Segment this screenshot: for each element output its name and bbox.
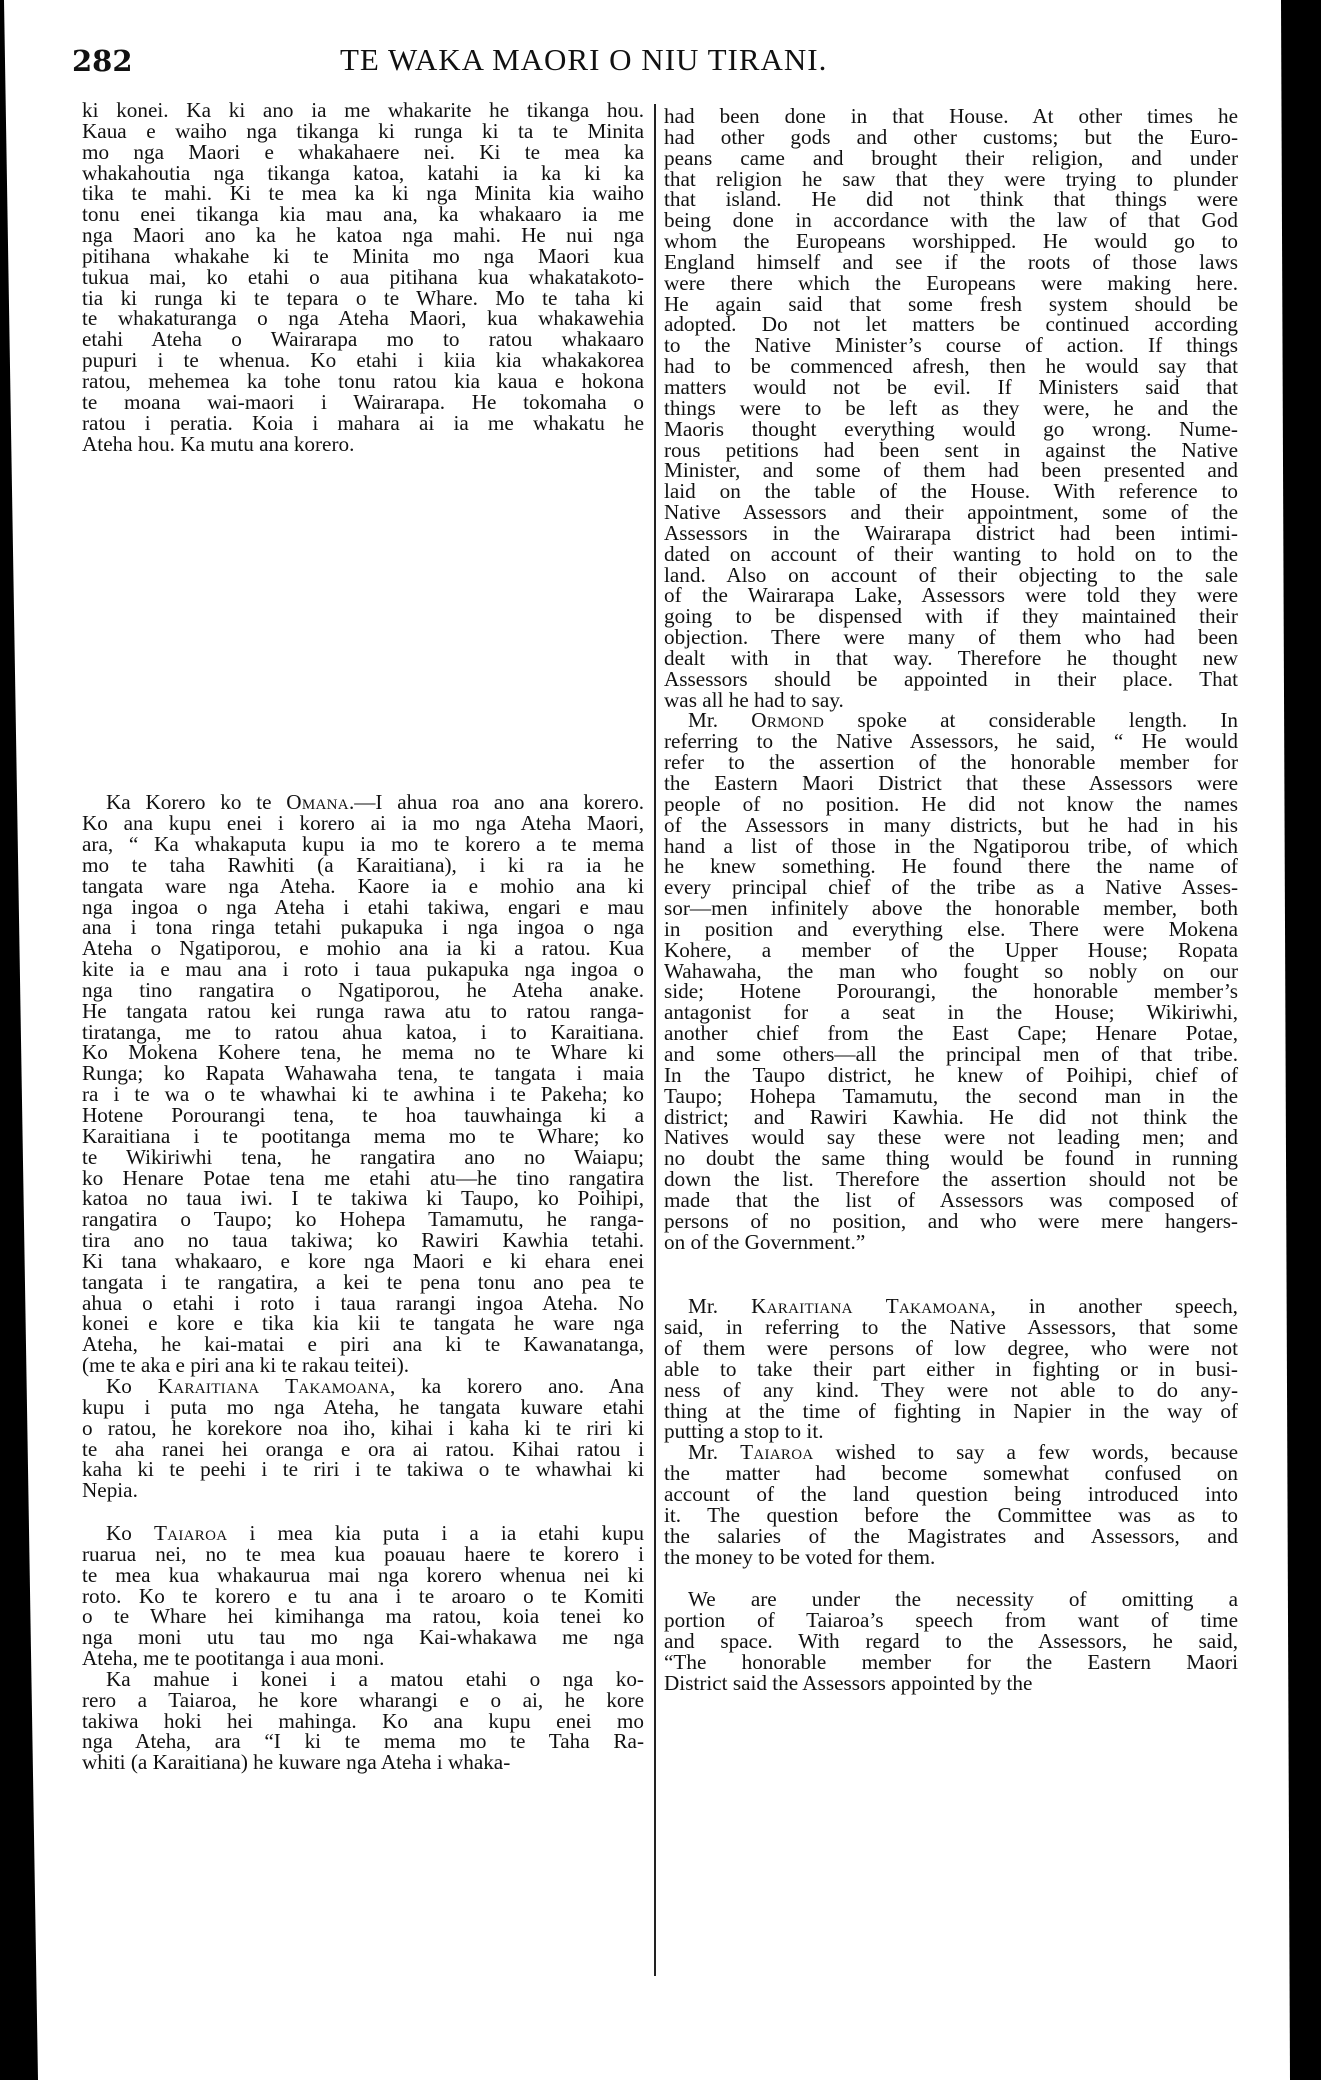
text-line: Kaua e waiho nga tikanga ki runga ki ta te Minita xyxy=(82,118,644,143)
text-line: Ateha o Ngatiporou, e mohio ana ia ki a ratou. Kua xyxy=(82,936,644,961)
speaker-name: Karaitiana Takamoana xyxy=(157,1373,390,1398)
text-line: had been done in that House. At other times he xyxy=(664,104,1238,128)
text-line: portion of Taiaroa’s speech from want of time xyxy=(664,1608,1238,1633)
text-line: side; Hotene Porourangi, the honorable member’s xyxy=(664,979,1238,1004)
paragraph-taiaroa-speech xyxy=(82,1523,644,1669)
page-number: 282 xyxy=(72,44,133,78)
text-line xyxy=(82,1523,644,1544)
text-line: that religion he saw that they were trying to plunder xyxy=(664,166,1238,191)
text-line: Hotene Porourangi tena, te hoa tauwhainga ki a xyxy=(82,1103,644,1127)
text-line: ara, “ Ka whakaputa kupu ia mo te korero a te mema xyxy=(82,832,644,857)
text-line: ki konei. Ka ki ano ia me whakarite he tikanga hou. xyxy=(82,98,644,122)
column-rule xyxy=(654,104,656,1976)
text-line: rero a Taiaroa, he kore wharangi e o ai, he kore xyxy=(82,1687,644,1712)
text-line: Native Assessors and their appointment, some of the xyxy=(664,500,1238,525)
text-line: persons of no position, and who were mere hangers- xyxy=(664,1208,1238,1233)
text-line: tukua mai, ko etahi o aua pitihana kua whakatakoto- xyxy=(82,264,644,289)
text-line: had other gods and other customs; but the Euro- xyxy=(664,124,1238,149)
text-line: whakahoutia nga tikanga katoa, katahi ia ka ki ka xyxy=(82,160,644,185)
speaker-name: Taiaroa xyxy=(740,1440,814,1465)
text-line: district; and Rawiri Kawhia. He did not think the xyxy=(664,1104,1238,1129)
text-line: the Eastern Maori District that these Assessors were xyxy=(664,771,1238,795)
text-line: He tangata ratou kei runga rawa atu to ratou ranga- xyxy=(82,998,644,1023)
line-lead: Ko xyxy=(106,1373,158,1398)
text-line: Ka mahue i konei i a matou etahi o nga ko- xyxy=(106,1666,644,1691)
text-line: were there which the Europeans were making here. xyxy=(664,270,1238,295)
text-line: te mea kua whakaurua mai nga korero whenua nei ki xyxy=(82,1562,644,1587)
text-line: he knew something. He found there the name of xyxy=(664,854,1238,879)
text-line: Assessors should be appointed in their place. That xyxy=(664,666,1238,691)
paragraph-ormond-speech xyxy=(664,710,1238,1252)
text-line: tonu enei tikanga kia mau ana, ka whakaaro ia me xyxy=(82,202,644,227)
text-line: no doubt the same thing would be found in running xyxy=(664,1146,1238,1171)
text-line: being done in accordance with the law of that God xyxy=(664,208,1238,233)
text-line: dated on account of their wanting to hold on to the xyxy=(664,541,1238,566)
text-line: Karaitiana i te pootitanga mema mo te Whare; ko xyxy=(82,1123,644,1148)
text-line: the salaries of the Magistrates and Assessors, and xyxy=(664,1523,1238,1548)
text-line: was all he had to say. xyxy=(664,687,844,712)
text-line: “The honorable member for the Eastern Maori xyxy=(664,1649,1238,1674)
text-line: kite ia e mau ana i roto i taua pukapuka nga ingoa o xyxy=(82,957,644,982)
text-line: rangatira o Taupo; ko Hohepa Tamamutu, he ranga- xyxy=(82,1207,644,1232)
text-line xyxy=(664,1296,1238,1317)
text-line: the money to be voted for them. xyxy=(664,1544,936,1569)
text-line: He again said that some fresh system should be xyxy=(664,291,1238,316)
running-title: TE WAKA MAORI O NIU TIRANI. xyxy=(340,42,828,77)
text-line: Wahawaha, the man who fought so nobly on our xyxy=(664,958,1238,983)
column-gap xyxy=(664,1567,1238,1589)
text-line: Ateha hou. Ka mutu ana korero. xyxy=(82,431,355,456)
text-line: Ateha, he kai-matai e piri ana ki te Kawanatanga, xyxy=(82,1332,644,1357)
text-line: tangata i te rangatira, a kei te pena tonu ano pea te xyxy=(82,1269,644,1294)
speaker-name: Taiaroa xyxy=(154,1521,228,1546)
text-line: ruarua nei, no te mea kua poauau haere te korero i xyxy=(82,1541,644,1566)
text-line: ratou, mehemea ka tohe tonu ratou kia kaua e hokona xyxy=(82,368,644,393)
text-line: another chief from the East Cape; Henare Potae, xyxy=(664,1021,1238,1046)
text-line: said, in referring to the Native Assessors, that some xyxy=(664,1315,1238,1340)
text-line: putting a stop to it. xyxy=(664,1419,824,1444)
text-line: ko Henare Potae tena me etahi atu—he tino rangatira xyxy=(82,1165,644,1190)
scan-border-right xyxy=(1279,0,1321,2080)
paragraph-omission-note xyxy=(664,1589,1238,1693)
text-line: antagonist for a seat in the House; Wikiriwhi, xyxy=(664,1000,1238,1025)
text-line: Minister, and some of them had been presented and xyxy=(664,458,1238,483)
text-line: mo te taha Rawhiti (a Karaitiana), i ki ra ia he xyxy=(82,852,644,877)
column-gap xyxy=(664,1252,1238,1296)
text-line: Taupo; Hohepa Tamamutu, the second man in the xyxy=(664,1083,1238,1108)
text-line: te Wikiriwhi tena, he rangatira ano no Waiapu; xyxy=(82,1144,644,1169)
text-line: nga Ateha, ara “I ki te mema mo te Taha Ra- xyxy=(82,1729,644,1754)
text-line: whiti (a Karaitiana) he kuware nga Ateha i whaka- xyxy=(82,1750,511,1775)
text-line xyxy=(664,710,1238,731)
text-line: thing at the time of fighting in Napier in the way of xyxy=(664,1398,1238,1423)
text-line: pupuri i te whenua. Ko etahi i kiia kia whakakorea xyxy=(82,348,644,373)
text-line: te moana wai-maori i Wairarapa. He tokomaha o xyxy=(82,389,644,414)
text-line: able to take their part either in fighting or in busi- xyxy=(664,1356,1238,1381)
right-column xyxy=(664,106,1238,1694)
text-line: had to be commenced afresh, then he would say that xyxy=(664,354,1238,379)
text-line: tika te mahi. Ki te mea ka ki nga Minita kia waiho xyxy=(82,181,644,206)
text-line: tira ano no taua takiwa; ko Rawiri Kawhia tetahi. xyxy=(82,1228,644,1253)
text-line: konei e kore e tika kia kii te tangata he ware nga xyxy=(82,1311,644,1336)
text-line: (me te aka e piri ana ki te rakau teitei). xyxy=(82,1353,410,1378)
text-line: pitihana whakahe ki te Minita mo nga Maori kua xyxy=(82,243,644,268)
text-line: the matter had become somewhat confused on xyxy=(664,1461,1238,1486)
text-line: nga Maori ano ka he katoa nga mahi. He nui nga xyxy=(82,223,644,248)
text-line: dealt with in that way. Therefore he thought new xyxy=(664,645,1238,670)
text-line: Kohere, a member of the Upper House; Ropata xyxy=(664,937,1238,962)
line-lead: Ko xyxy=(106,1521,154,1546)
text-line xyxy=(82,1373,644,1398)
line-rest: , ka korero ano. Ana xyxy=(389,1373,644,1398)
text-line: roto. Ko te korero e tu ana i te aroaro o te Komiti xyxy=(82,1583,644,1608)
text-line: made that the list of Assessors was composed of xyxy=(664,1187,1238,1212)
text-line xyxy=(664,1442,1238,1463)
text-line: Ki tana whakaaro, e kore nga Maori e ki ehara enei xyxy=(82,1248,644,1273)
text-line: and some others—all the principal men of that tribe. xyxy=(664,1041,1238,1066)
text-line: laid on the table of the House. With reference to xyxy=(664,479,1238,504)
paragraph-omission-note-maori xyxy=(82,1666,644,1775)
text-line: in position and everything else. There were Mokena xyxy=(664,916,1238,941)
text-line: land. Also on account of their objecting to the sale xyxy=(664,562,1238,587)
text-line: kupu i puta mo nga Ateha, he tangata kuware etahi xyxy=(82,1394,644,1419)
paragraph-house-speech xyxy=(664,106,1238,710)
text-line: of them were persons of low degree, who were not xyxy=(664,1336,1238,1361)
text-line: Ko ana kupu enei i korero ai ia mo nga Ateha Maori, xyxy=(82,811,644,836)
text-line: objection. There were many of them who had been xyxy=(664,625,1238,650)
text-line: Natives would say these were not leading men; and xyxy=(664,1125,1238,1150)
line-rest: , in another speech, xyxy=(990,1294,1238,1319)
text-line: tiratanga, me to ratou ahua katoa, i to Karaitiana. xyxy=(82,1019,644,1044)
text-line: sor—men infinitely above the honorable member, both xyxy=(664,896,1238,921)
text-line: Assessors in the Wairarapa district had been intimi- xyxy=(664,520,1238,545)
text-line: te whakaturanga o nga Ateha Maori, kua whakawehia xyxy=(82,306,644,331)
scan-border-left xyxy=(0,0,40,2080)
text-line: people of no position. He did not know the names xyxy=(664,791,1238,816)
left-column xyxy=(82,100,644,1773)
line-lead: Ka Korero ko te xyxy=(106,790,287,815)
text-line: England himself and see if the roots of those laws xyxy=(664,249,1238,274)
text-line: District said the Assessors appointed by the xyxy=(664,1670,1033,1695)
paragraph-policy xyxy=(82,100,644,454)
text-line: rous petitions had been sent in against the Native xyxy=(664,437,1238,462)
text-line: that island. He did not think that things were xyxy=(664,187,1238,212)
line-rest: wished to say a few words, because xyxy=(813,1440,1238,1465)
speaker-name: Ormond xyxy=(751,708,825,733)
text-line: peans came and brought their religion, and under xyxy=(664,145,1238,170)
line-rest: spoke at considerable length. In xyxy=(824,708,1238,733)
line-lead: Mr. xyxy=(688,1440,741,1465)
text-line: refer to the assertion of the honorable member for xyxy=(664,750,1238,775)
text-line: te aha ranei hei oranga e ora ai ratou. Kihai ratou i xyxy=(82,1436,644,1461)
text-line: Ko Mokena Kohere tena, he mema no te Whare ki xyxy=(82,1040,644,1065)
text-line: going to be dispensed with if they maintained their xyxy=(664,604,1238,629)
text-line: ra i te wa o te whawhai ki te awhina i te Pakeha; ko xyxy=(82,1082,644,1107)
text-line: kaha ki te peehi i te riri i te takiwa o te whawhai ki xyxy=(82,1457,644,1482)
column-gap xyxy=(82,1501,644,1523)
line-lead: Mr. xyxy=(688,708,752,733)
text-line: takiwa hoki hei mahinga. Ko ana kupu enei mo xyxy=(82,1708,644,1733)
column-gap xyxy=(82,454,644,792)
line-lead: Mr. xyxy=(688,1294,752,1319)
text-line: it. The question before the Committee was as to xyxy=(664,1502,1238,1527)
text-line: etahi Ateha o Wairarapa mo to ratou whakaaro xyxy=(82,327,644,352)
text-line: ana i tona ringa tetahi pukapuka i nga ingoa o nga xyxy=(82,915,644,940)
text-line: nga ingoa o nga Ateha i etahi takiwa, engari e mau xyxy=(82,894,644,919)
text-line: of the Wairarapa Lake, Assessors were told they were xyxy=(664,583,1238,608)
text-line: o te Whare hei kimihanga ma ratou, koia tenei ko xyxy=(82,1604,644,1629)
paragraph-karaitiana-speech-en xyxy=(664,1296,1238,1442)
text-line: matters would not be evil. If Ministers said that xyxy=(664,374,1238,399)
text-line: of the Assessors in many districts, but he had in his xyxy=(664,812,1238,837)
text-line: Ateha, me te pootitanga i aua moni. xyxy=(82,1646,385,1671)
text-line: Runga; ko Rapata Wahawaha tena, te tangata i maia xyxy=(82,1061,644,1086)
text-line: things were to be left as they were, he and the xyxy=(664,395,1238,420)
text-line: hand a list of those in the Ngatiporou tribe, of which xyxy=(664,833,1238,858)
text-line: whom the Europeans worshipped. He would go to xyxy=(664,229,1238,254)
text-line: referring to the Native Assessors, he said, “ He would xyxy=(664,729,1238,754)
paragraph-taiaroa-speech-en xyxy=(664,1442,1238,1567)
text-line: ahua o etahi i roto i taua rarangi ingoa Ateha. No xyxy=(82,1290,644,1315)
text-line: Nepia. xyxy=(82,1478,138,1503)
paragraph-karaitiana-speech xyxy=(82,1373,644,1503)
text-line: In the Taupo district, he knew of Poihipi, chief of xyxy=(664,1062,1238,1087)
text-line: Maoris thought everything would go wrong. Nume- xyxy=(664,416,1238,441)
text-line: tangata ware nga Ateha. Kaore ia e mohio ana ki xyxy=(82,873,644,898)
text-line: down the list. Therefore the assertion should not be xyxy=(664,1167,1238,1192)
text-line: adopted. Do not let matters be continued according xyxy=(664,312,1238,337)
paragraph-omana-speech xyxy=(82,792,644,1376)
speaker-name: Omana xyxy=(286,790,349,815)
speaker-name: Karaitiana Takamoana xyxy=(751,1294,991,1319)
text-line: nga moni utu tau mo nga Kai-whakawa me nga xyxy=(82,1625,644,1650)
text-line: and space. With regard to the Assessors, he said, xyxy=(664,1629,1238,1654)
line-rest: .—I ahua roa ano ana korero. xyxy=(348,790,644,815)
text-line: ratou i peratia. Koia i mahara ai ia me whakatu he xyxy=(82,410,644,435)
text-line: tia ki runga ki te tepara o te Whare. Mo te taha ki xyxy=(82,285,644,310)
text-line: on of the Government.” xyxy=(664,1229,866,1254)
text-line: ness of any kind. They were not able to do any- xyxy=(664,1377,1238,1402)
text-line: account of the land question being introduced into xyxy=(664,1482,1238,1506)
text-line: o ratou, he korekore noa iho, kihai i kaha ki te riri ki xyxy=(82,1415,644,1440)
text-line: We are under the necessity of omitting a xyxy=(688,1587,1238,1612)
text-line: mo nga Maori e whakahaere nei. Ki te mea ka xyxy=(82,139,644,164)
text-line: nga tino rangatira o Ngatiporou, he Ateha anake. xyxy=(82,977,644,1002)
line-rest: i mea kia puta i a ia etahi kupu xyxy=(227,1521,644,1546)
text-line: to the Native Minister’s course of action. If things xyxy=(664,333,1238,358)
text-line xyxy=(82,792,644,813)
text-line: every principal chief of the tribe as a Native Asses- xyxy=(664,875,1238,900)
text-line: katoa no taua iwi. I te takiwa ki Taupo, ko Poihipi, xyxy=(82,1186,644,1211)
